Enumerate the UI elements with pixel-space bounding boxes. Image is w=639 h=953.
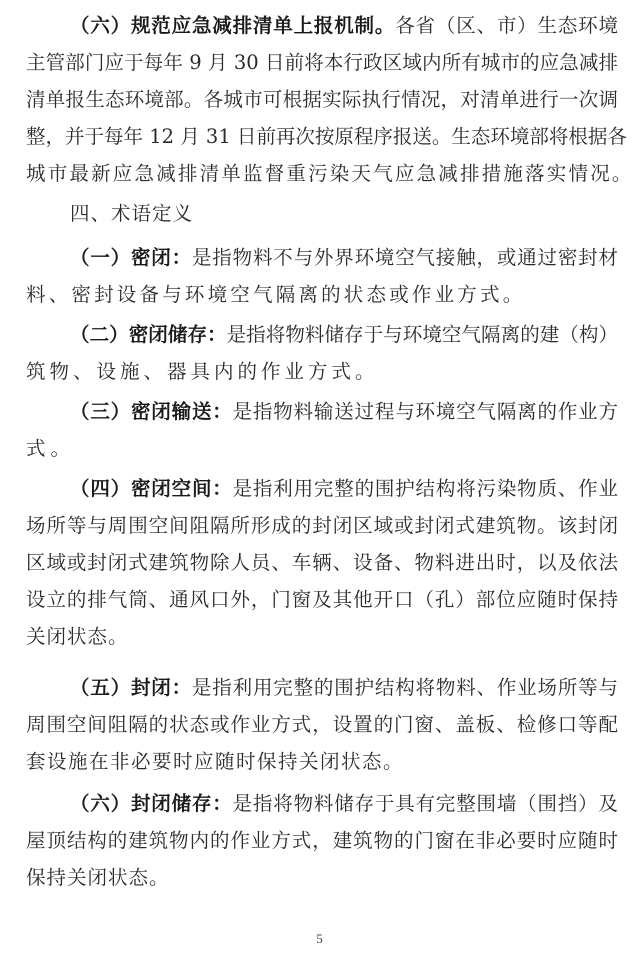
term-label: （三）密闭输送： — [70, 400, 233, 423]
page-number: 5 — [316, 931, 323, 946]
section-heading: 四、术语定义 — [70, 202, 194, 225]
term-label: （一）密闭： — [70, 246, 192, 269]
paragraph-line — [70, 673, 618, 703]
paragraph-line: 清单报生态环境部。各城市可根据实际执行情况，对清单进行一次调 — [26, 88, 618, 111]
paragraph-line — [70, 320, 618, 350]
paragraph-label: （六）规范应急减排清单上报机制。 — [70, 14, 396, 37]
paragraph-line: 区域或封闭式建筑物除人员、车辆、设备、物料进出时，以及依法 — [26, 551, 618, 574]
term-label: （四）密闭空间： — [70, 477, 233, 500]
term-definition: 是指将物料储存于与环境空气隔离的建（构） — [226, 323, 618, 346]
term-definition: 是指物料输送过程与环境空气隔离的作业方 — [232, 400, 618, 423]
paragraph-line: 屋顶结构的建筑物内的作业方式，建筑物的门窗在非必要时应随时 — [26, 829, 618, 852]
paragraph-line: 设立的排气筒、通风口外，门窗及其他开口（孔）部位应随时保持 — [26, 588, 618, 611]
term-definition: 是指将物料储存于具有完整围墙（围挡）及 — [232, 792, 618, 815]
paragraph-line — [70, 397, 618, 427]
term-definition: 是指物料不与外界环境空气接触，或通过密封材 — [191, 246, 618, 269]
paragraph-text: 各省（区、市）生态环境 — [395, 14, 618, 37]
paragraph-line: 主管部门应于每年 9 月 30 日前将本行政区域内所有城市的应急减排 — [26, 51, 618, 74]
paragraph-line: 城市最新应急减排清单监督重污染天气应急减排措施落实情况。 — [26, 162, 634, 185]
paragraph-line: 套设施在非必要时应随时保持关闭状态。 — [26, 750, 405, 773]
paragraph-line: 场所等与周围空间阻隔所形成的封闭区域或封闭式建筑物。该封闭 — [26, 514, 618, 537]
paragraph-line: 周围空间阻隔的状态或作业方式，设置的门窗、盖板、检修口等配 — [26, 713, 618, 736]
paragraph-line — [70, 474, 618, 504]
paragraph-line — [70, 11, 618, 41]
term-definition: 是指利用完整的围护结构将污染物质、作业 — [232, 477, 618, 500]
term-label: （六）封闭储存： — [70, 792, 233, 815]
paragraph-line — [70, 789, 618, 819]
paragraph-line: 关闭状态。 — [26, 625, 129, 648]
paragraph-line — [70, 243, 618, 273]
term-label: （二）密闭储存： — [70, 323, 227, 346]
paragraph-line: 式。 — [26, 437, 76, 460]
term-definition: 是指利用完整的围护结构将物料、作业场所等与 — [191, 676, 618, 699]
term-label: （五）封闭： — [70, 676, 192, 699]
paragraph-line: 保持关闭状态。 — [26, 866, 170, 889]
paragraph-line: 筑物、设施、器具内的作业方式。 — [26, 360, 379, 383]
paragraph-line: 料、密封设备与环境空气隔离的状态或作业方式。 — [26, 283, 526, 306]
paragraph-line: 整，并于每年 12 月 31 日前再次按原程序报送。生态环境部将根据各 — [26, 125, 627, 148]
